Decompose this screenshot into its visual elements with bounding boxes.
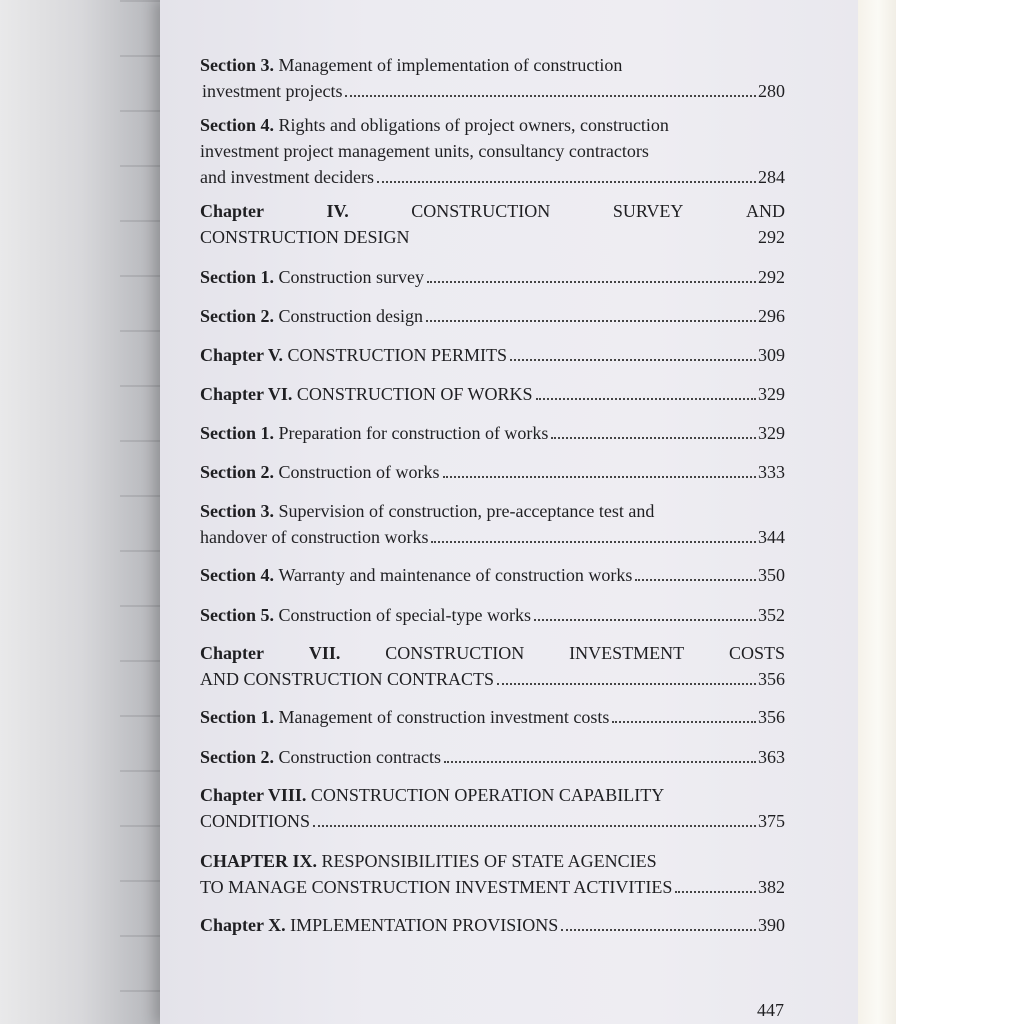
- entry-title-cont: investment projects: [202, 81, 343, 101]
- entry-word: CONSTRUCTION: [411, 201, 551, 221]
- dot-leader: [377, 181, 756, 183]
- toc-entry: [200, 498, 785, 550]
- toc-entry: [200, 198, 785, 250]
- toc-entry: [200, 848, 785, 900]
- entry-title-cont: AND CONSTRUCTION CONTRACTS: [200, 669, 495, 689]
- entry-prefix: Section 2.: [200, 306, 274, 326]
- entry-page: 352: [758, 605, 785, 625]
- entry-prefix: Section 4.: [200, 115, 274, 135]
- dot-leader: [635, 579, 756, 581]
- toc-entry: [200, 264, 785, 290]
- entry-page: 329: [758, 384, 785, 404]
- entry-prefix: Section 5.: [200, 605, 274, 625]
- entry-page: 344: [758, 527, 785, 547]
- dot-leader: [551, 437, 756, 439]
- dot-leader: [345, 95, 756, 97]
- entry-word: SURVEY: [612, 201, 684, 221]
- entry-page: 292: [758, 267, 785, 287]
- entry-prefix: Chapter VIII.: [200, 785, 307, 805]
- entry-page: 356: [758, 669, 785, 689]
- toc-entry: [200, 342, 785, 368]
- entry-title: RESPONSIBILITIES OF STATE AGENCIES: [321, 851, 657, 871]
- entry-title: Construction design: [278, 306, 423, 326]
- toc-entry: [200, 640, 785, 692]
- dot-leader: [675, 891, 756, 893]
- dot-leader: [497, 683, 756, 685]
- entry-page: 375: [758, 811, 785, 831]
- entry-prefix: Section 3.: [200, 55, 274, 75]
- entry-title-cont: CONDITIONS: [200, 811, 310, 831]
- entry-page: 382: [758, 877, 785, 897]
- dot-leader: [444, 761, 756, 763]
- entry-prefix: Section 1.: [200, 707, 274, 727]
- background: [896, 0, 1024, 1024]
- entry-prefix: Section 4.: [200, 565, 274, 585]
- right-page-edges: [858, 0, 898, 1024]
- entry-word: VII.: [308, 643, 341, 663]
- entry-page: 356: [758, 707, 785, 727]
- entry-prefix: Chapter V.: [200, 345, 284, 365]
- toc-entry: [200, 420, 785, 446]
- entry-page: 329: [758, 423, 785, 443]
- entry-page: 292: [758, 227, 785, 247]
- dot-leader: [612, 721, 756, 723]
- entry-prefix: CHAPTER IX.: [200, 851, 318, 871]
- entry-prefix: Section 1.: [200, 423, 274, 443]
- entry-title: Management of implementation of construction: [278, 55, 623, 75]
- dot-leader: [536, 398, 756, 400]
- toc-entry: [200, 744, 785, 770]
- entry-title: CONSTRUCTION PERMITS: [287, 345, 508, 365]
- dot-leader: [510, 359, 756, 361]
- entry-page: 333: [758, 462, 785, 482]
- entry-title: CONSTRUCTION OF WORKS: [296, 384, 533, 404]
- entry-title-cont: handover of construction works: [200, 527, 429, 547]
- entry-prefix: Section 3.: [200, 501, 274, 521]
- entry-page: 390: [758, 915, 785, 935]
- entry-title: Management of construction investment costs: [278, 707, 610, 727]
- entry-page: 309: [758, 345, 785, 365]
- entry-prefix: Chapter: [200, 201, 264, 221]
- toc-entry: [200, 602, 785, 628]
- entry-title-cont: investment project management units, consultancy contractors: [200, 141, 649, 161]
- entry-title-cont: and investment deciders: [200, 167, 374, 187]
- toc-entry: [200, 112, 785, 190]
- dot-leader: [443, 476, 757, 478]
- toc-entry: [200, 459, 785, 485]
- entry-word: COSTS: [728, 643, 785, 663]
- entry-page: 350: [758, 565, 785, 585]
- toc-entry: [200, 381, 785, 407]
- entry-word: IV.: [326, 201, 349, 221]
- entry-prefix: Section 1.: [200, 267, 274, 287]
- entry-page: 280: [758, 81, 785, 101]
- entry-word: AND: [745, 201, 785, 221]
- entry-prefix: Chapter VI.: [200, 384, 293, 404]
- entry-title-cont: CONSTRUCTION DESIGN: [200, 227, 410, 247]
- entry-page: 296: [758, 306, 785, 326]
- entry-prefix: Chapter X.: [200, 915, 286, 935]
- entry-title: Preparation for construction of works: [278, 423, 549, 443]
- entry-title: Construction of special-type works: [278, 605, 531, 625]
- entry-title: Construction survey: [278, 267, 424, 287]
- toc-entry: [200, 704, 785, 730]
- page-number: 447: [757, 1000, 784, 1020]
- entry-word: CONSTRUCTION: [385, 643, 525, 663]
- table-of-contents: [200, 52, 785, 938]
- entry-title: Supervision of construction, pre-acceptance test and: [278, 501, 655, 521]
- entry-prefix: Section 2.: [200, 747, 274, 767]
- entry-title: Rights and obligations of project owners, construction: [278, 115, 669, 135]
- entry-title: IMPLEMENTATION PROVISIONS: [290, 915, 559, 935]
- dot-leader: [313, 825, 756, 827]
- entry-title: Construction contracts: [278, 747, 441, 767]
- entry-title: Construction of works: [278, 462, 440, 482]
- dot-leader: [431, 541, 756, 543]
- dot-leader: [426, 320, 756, 322]
- entry-page: 284: [758, 167, 785, 187]
- entry-page: 363: [758, 747, 785, 767]
- entry-title-cont: TO MANAGE CONSTRUCTION INVESTMENT ACTIVITIES: [200, 877, 673, 897]
- entry-prefix: Chapter: [200, 643, 264, 663]
- entry-word: INVESTMENT: [569, 643, 685, 663]
- dot-leader: [561, 929, 756, 931]
- toc-entry: [200, 912, 785, 938]
- entry-title: CONSTRUCTION OPERATION CAPABILITY: [310, 785, 665, 805]
- dot-leader: [427, 281, 756, 283]
- entry-prefix: Section 2.: [200, 462, 274, 482]
- toc-entry: [200, 562, 785, 588]
- toc-entry: [200, 782, 785, 834]
- toc-entry: [200, 52, 785, 104]
- entry-title: Warranty and maintenance of construction works: [278, 565, 633, 585]
- toc-entry: [200, 303, 785, 329]
- dot-leader: [534, 619, 756, 621]
